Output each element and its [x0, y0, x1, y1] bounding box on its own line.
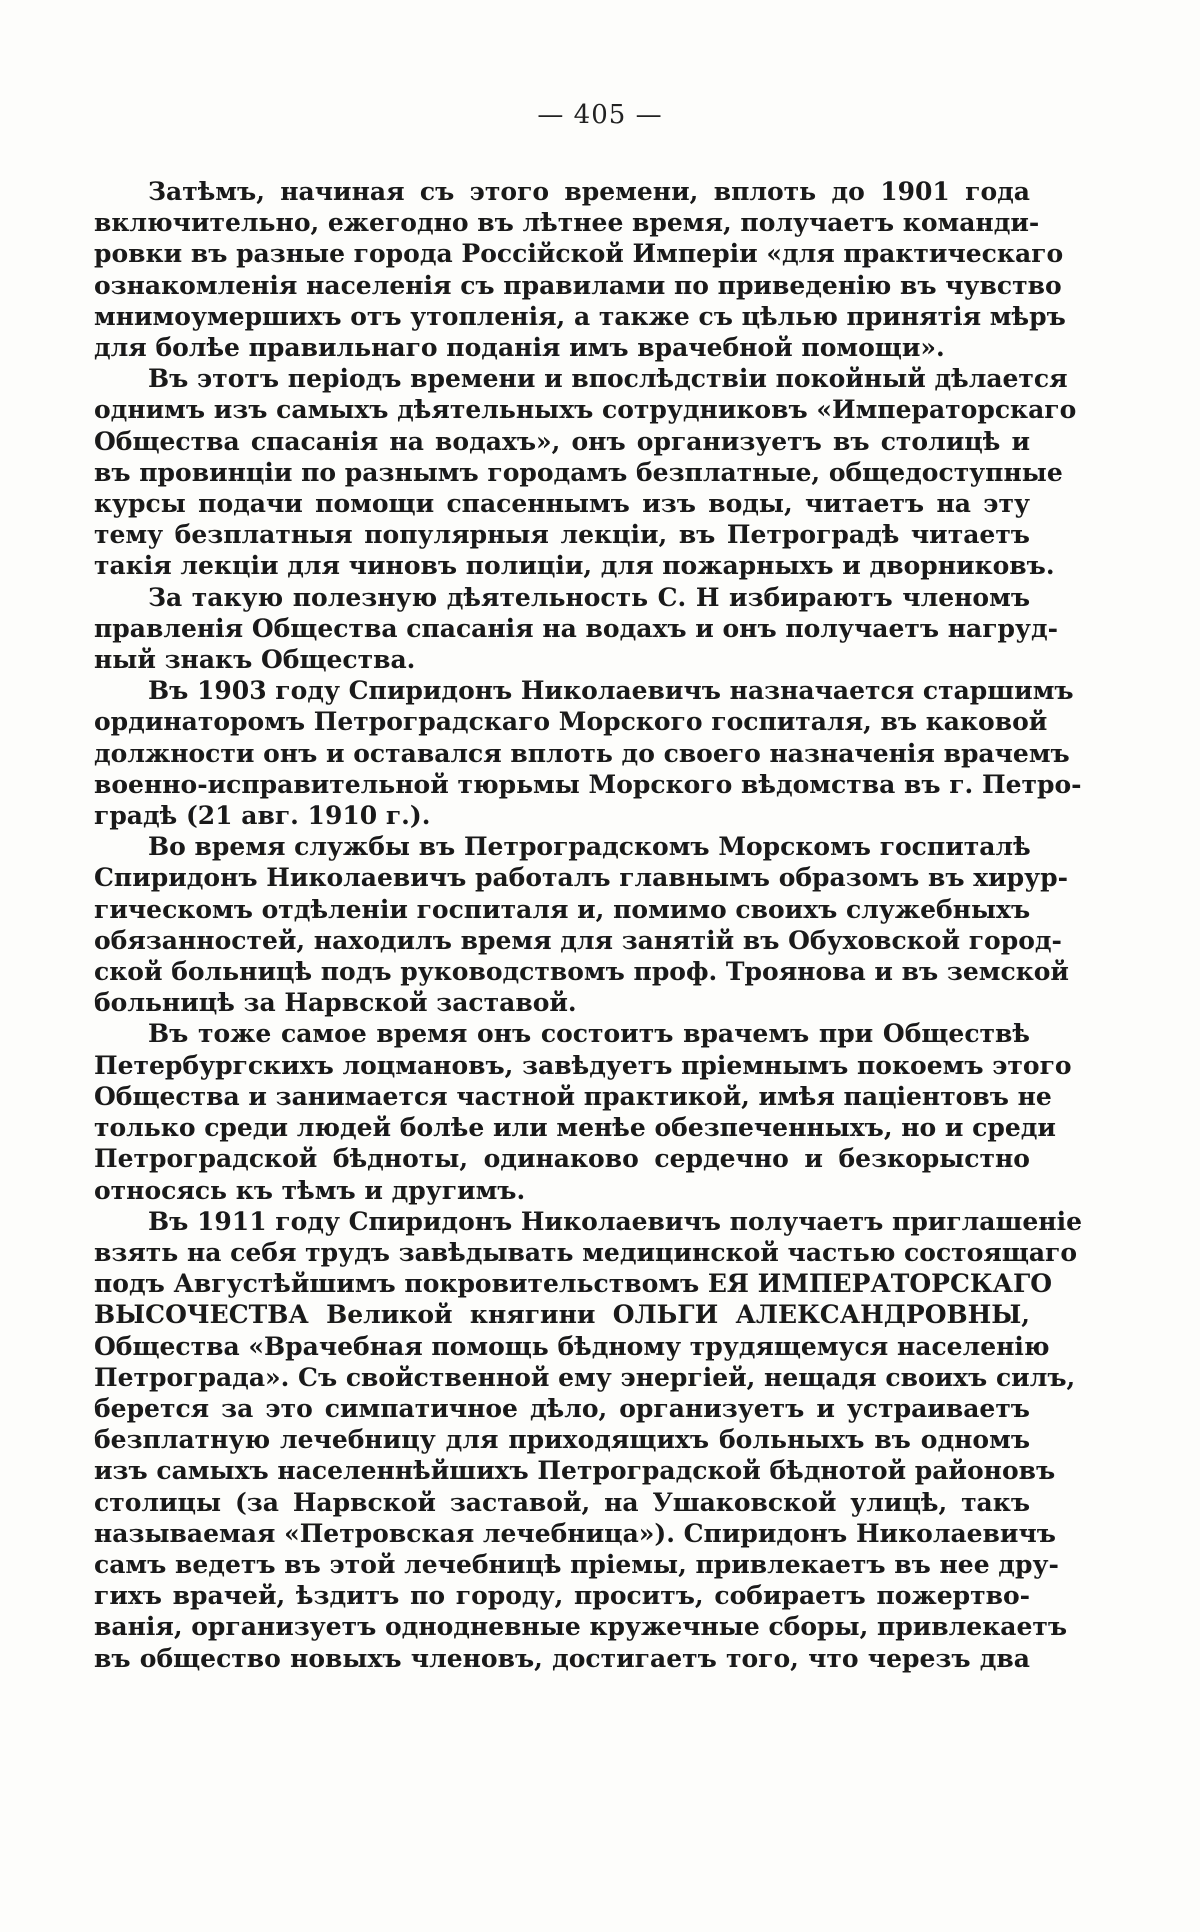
text-line: въ провинціи по разнымъ городамъ безплатные, общедоступные: [94, 457, 1063, 487]
text-line: столицы (за Нарвской заставой, на Ушаковской улицѣ, такъ: [94, 1487, 1030, 1517]
text-line: включительно, ежегодно въ лѣтнее время, получаетъ команди-: [94, 208, 1040, 238]
text-line: мнимоумершихъ отъ утопленія, а также съ цѣлью принятія мѣръ: [94, 301, 1066, 331]
text-line: безплатную лечебницу для приходящихъ больныхъ въ одномъ: [94, 1425, 1030, 1455]
text-line: для болѣе правильнаго поданія имъ врачебной помощи».: [94, 333, 945, 363]
text-line: Въ этотъ періодъ времени и впослѣдствіи покойный дѣлается: [148, 364, 1068, 394]
text-line: военно-исправительной тюрьмы Морского вѣдомства въ г. Петро-: [94, 769, 1082, 799]
text-line: Петербургскихъ лоцмановъ, завѣдуетъ пріемнымъ покоемъ этого: [94, 1050, 1072, 1080]
text-line: Затѣмъ, начиная съ этого времени, вплоть до 1901 года: [148, 177, 1030, 206]
text-line: въ общество новыхъ членовъ, достигаетъ того, что черезъ два: [94, 1643, 1030, 1673]
text-line: Во время службы въ Петроградскомъ Морскомъ госпиталѣ: [148, 832, 1031, 862]
text-line: Спиридонъ Николаевичъ работалъ главнымъ образомъ въ хирур-: [94, 863, 1068, 893]
text-line: относясь къ тѣмъ и другимъ.: [94, 1175, 526, 1205]
text-line: За такую полезную дѣятельность С. Н избираютъ членомъ: [148, 582, 1030, 612]
text-line: взять на себя трудъ завѣдывать медицинской частью состоящаго: [94, 1237, 1078, 1267]
paragraph: [94, 831, 1069, 1018]
text-line: ординаторомъ Петроградскаго Морского госпиталя, въ каковой: [94, 707, 1048, 737]
text-line: гическомъ отдѣленіи госпиталя и, помимо своихъ служебныхъ: [94, 894, 1031, 924]
text-line: Петрограда». Съ свойственной ему энергіей, нещадя своихъ силъ,: [94, 1362, 1076, 1392]
paragraph: [94, 1018, 1072, 1205]
text-line: такія лекціи для чиновъ полиціи, для пожарныхъ и дворниковъ.: [94, 551, 1055, 581]
text-line: градѣ (21 авг. 1910 г.).: [94, 801, 431, 831]
text-line: правленія Общества спасанія на водахъ и онъ получаетъ нагруд-: [94, 613, 1059, 643]
page-number: — 405 —: [537, 100, 663, 130]
text-line: подъ Августѣйшимъ покровительствомъ ЕЯ ИМПЕРАТОРСКАГО: [94, 1269, 1052, 1299]
text-line: однимъ изъ самыхъ дѣятельныхъ сотрудниковъ «Императорскаго: [94, 395, 1077, 425]
paragraph: [94, 363, 1077, 581]
text-line: Общества «Врачебная помощь бѣдному трудящемуся населенію: [94, 1331, 1050, 1361]
text-line: называемая «Петровская лечебница»). Спиридонъ Николаевичъ: [94, 1518, 1056, 1548]
text-line: обязанностей, находилъ время для занятій въ Обуховской город-: [94, 925, 1062, 955]
text-line: ской больницѣ подъ руководствомъ проф. Троянова и въ земской: [94, 957, 1069, 987]
text-line: тему безплатныя популярныя лекціи, въ Петроградѣ читаетъ: [94, 520, 1030, 550]
text-line: Петроградской бѣдноты, одинаково сердечно и безкорыстно: [94, 1144, 1030, 1174]
text-line: ванія, организуетъ однодневные кружечные сборы, привлекаетъ: [94, 1612, 1068, 1642]
text-line: гихъ врачей, ѣздитъ по городу, проситъ, собираетъ пожертво-: [94, 1581, 1030, 1611]
text-line: должности онъ и оставался вплоть до своего назначенія врачемъ: [94, 738, 1070, 768]
text-line: Общества спасанія на водахъ», онъ организуетъ въ столицѣ и: [94, 426, 1030, 456]
text-line: ознакомленія населенія съ правилами по приведенію въ чувство: [94, 270, 1062, 300]
text-line: ВЫСОЧЕСТВА Великой княгини ОЛЬГИ АЛЕКСАНДРОВНЫ,: [94, 1300, 1030, 1330]
text-line: самъ ведетъ въ этой лечебницѣ пріемы, привлекаетъ въ нее дру-: [94, 1549, 1059, 1579]
text-line: только среди людей болѣе или менѣе обезпеченныхъ, но и среди: [94, 1113, 1056, 1143]
body-text: [94, 176, 1082, 1674]
text-line: изъ самыхъ населеннѣйшихъ Петроградской бѣднотой районовъ: [94, 1456, 1056, 1486]
paragraph: [94, 1206, 1082, 1674]
text-line: Въ 1903 году Спиридонъ Николаевичъ назначается старшимъ: [148, 676, 1074, 706]
paragraph: [94, 582, 1059, 676]
text-line: Общества и занимается частной практикой, имѣя паціентовъ не: [94, 1081, 1052, 1111]
text-line: ровки въ разные города Россійской Имперіи «для практическаго: [94, 239, 1064, 269]
text-line: ный знакъ Общества.: [94, 645, 416, 675]
text-line: берется за это симпатичное дѣло, организуетъ и устраиваетъ: [94, 1393, 1030, 1423]
text-line: Въ 1911 году Спиридонъ Николаевичъ получаетъ приглашеніе: [148, 1206, 1082, 1236]
text-line: курсы подачи помощи спасеннымъ изъ воды, читаетъ на эту: [94, 489, 1030, 519]
text-line: Въ тоже самое время онъ состоитъ врачемъ при Обществѣ: [148, 1019, 1030, 1049]
paragraph: [94, 675, 1082, 831]
text-line: больницѣ за Нарвской заставой.: [94, 988, 577, 1018]
paragraph: [94, 176, 1066, 363]
